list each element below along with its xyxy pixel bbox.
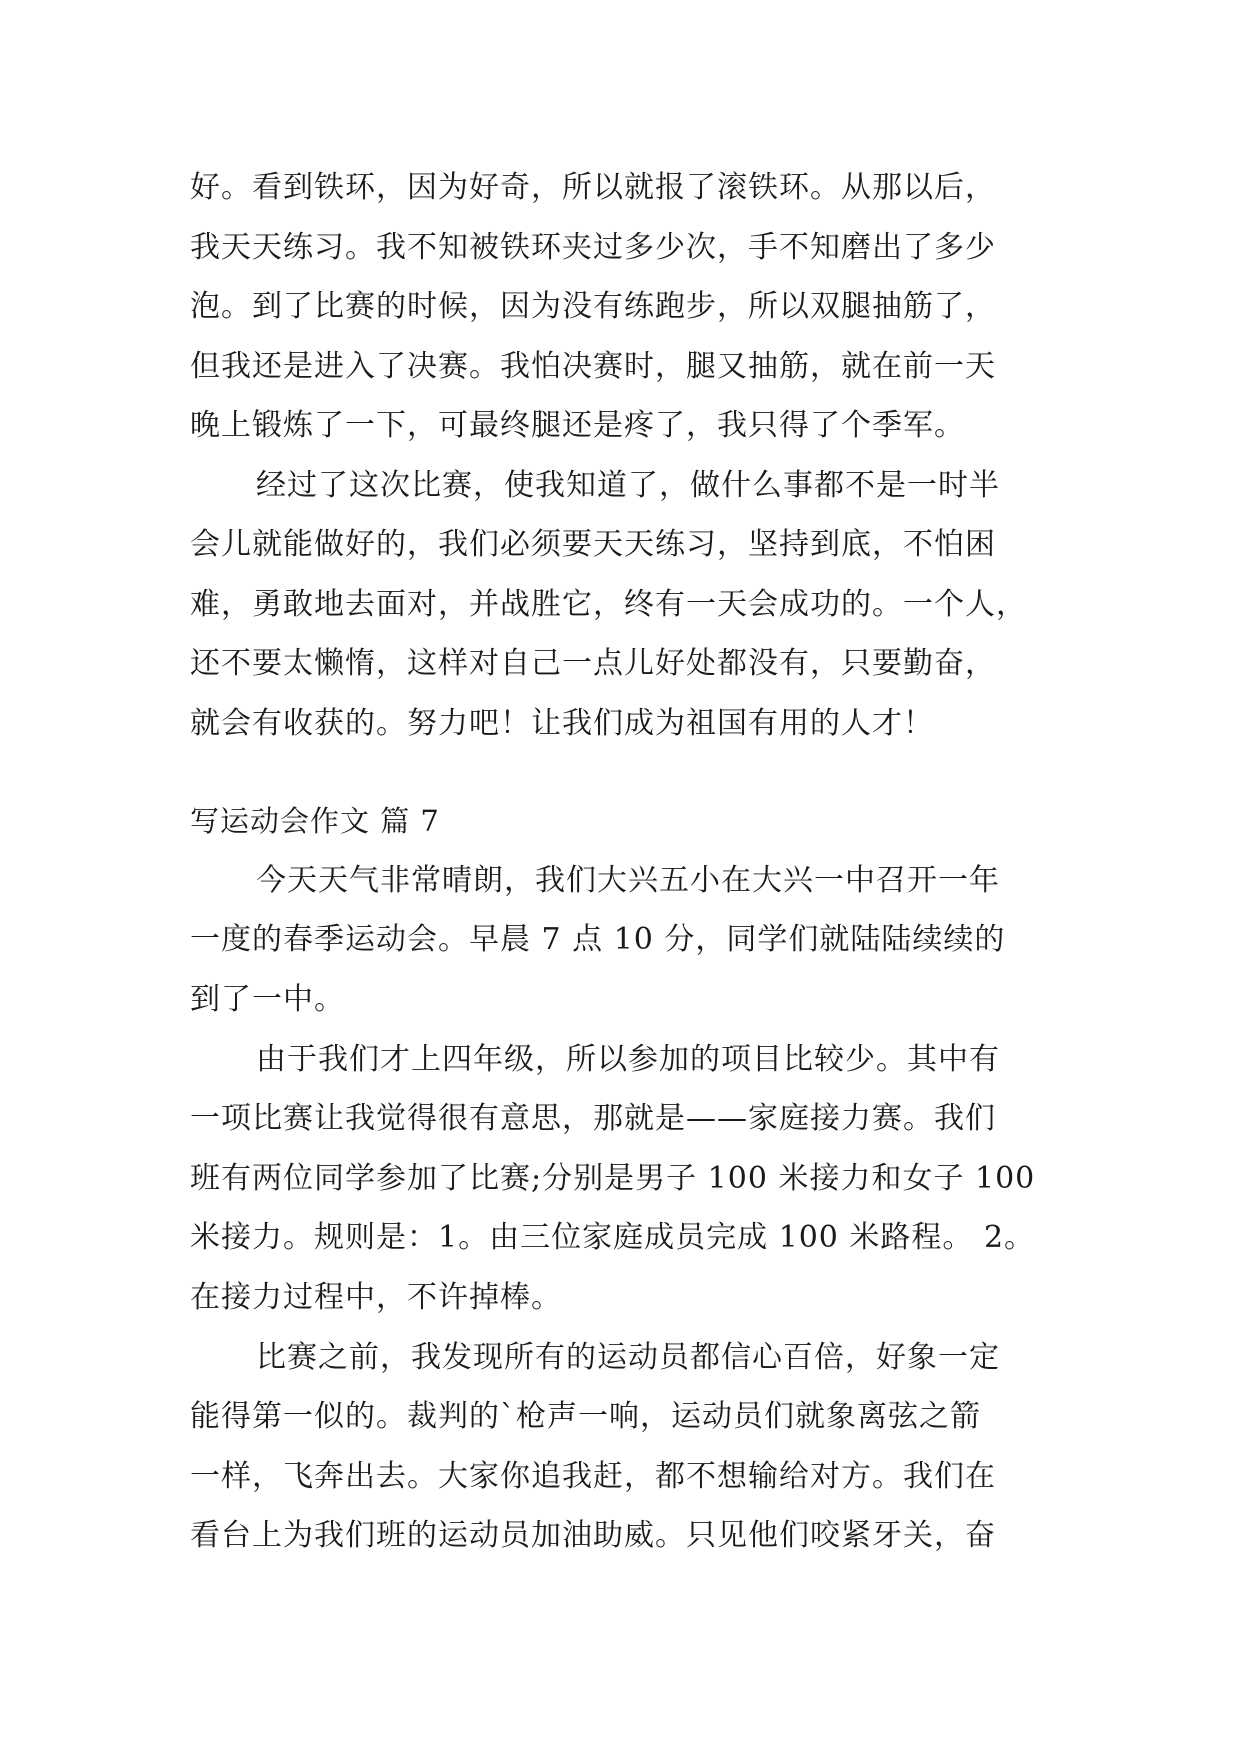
text-line: 晚上锻炼了一下，可最终腿还是疼了，我只得了个季军。 bbox=[190, 408, 965, 443]
text-line: 看台上为我们班的运动员加油助威。只见他们咬紧牙关，奋 bbox=[190, 1518, 996, 1553]
paragraph-first-line: 经过了这次比赛，使我知道了，做什么事都不是一时半 bbox=[256, 468, 1000, 503]
text-line: 好。看到铁环，因为好奇，所以就报了滚铁环。从那以后， bbox=[190, 170, 996, 205]
text-line: 班有两位同学参加了比赛;分别是男子 100 米接力和女子 100 bbox=[190, 1161, 1036, 1196]
text-line: 能得第一似的。裁判的`枪声一响，运动员们就象离弦之箭 bbox=[190, 1399, 981, 1434]
text-line: 难，勇敢地去面对，并战胜它，终有一天会成功的。一个人， bbox=[190, 587, 1027, 622]
section-heading: 写运动会作文 篇 7 bbox=[190, 804, 440, 838]
text-line: 但我还是进入了决赛。我怕决赛时，腿又抽筋，就在前一天 bbox=[190, 349, 996, 384]
text-line: 我天天练习。我不知被铁环夹过多少次，手不知磨出了多少 bbox=[190, 230, 996, 265]
text-line: 到了一中。 bbox=[190, 982, 345, 1017]
text-line: 会儿就能做好的，我们必须要天天练习，坚持到底，不怕困 bbox=[190, 527, 996, 562]
text-line: 就会有收获的。努力吧！让我们成为祖国有用的人才！ bbox=[190, 706, 934, 741]
text-line: 一项比赛让我觉得很有意思，那就是——家庭接力赛。我们 bbox=[190, 1101, 996, 1136]
text-line: 还不要太懒惰，这样对自己一点儿好处都没有，只要勤奋， bbox=[190, 646, 996, 681]
text-line: 泡。到了比赛的时候，因为没有练跑步，所以双腿抽筋了， bbox=[190, 289, 996, 324]
text-line: 米接力。规则是：1。由三位家庭成员完成 100 米路程。 2。 bbox=[190, 1220, 1036, 1255]
text-line: 一样，飞奔出去。大家你追我赶，都不想输给对方。我们在 bbox=[190, 1459, 996, 1494]
paragraph-first-line: 比赛之前，我发现所有的运动员都信心百倍，好象一定 bbox=[256, 1340, 1000, 1375]
paragraph-first-line: 由于我们才上四年级，所以参加的项目比较少。其中有 bbox=[256, 1042, 1000, 1077]
text-line: 一度的春季运动会。早晨 7 点 10 分，同学们就陆陆续续的 bbox=[190, 922, 1006, 957]
text-line: 在接力过程中，不许掉棒。 bbox=[190, 1280, 562, 1315]
paragraph-first-line: 今天天气非常晴朗，我们大兴五小在大兴一中召开一年 bbox=[256, 863, 1000, 898]
